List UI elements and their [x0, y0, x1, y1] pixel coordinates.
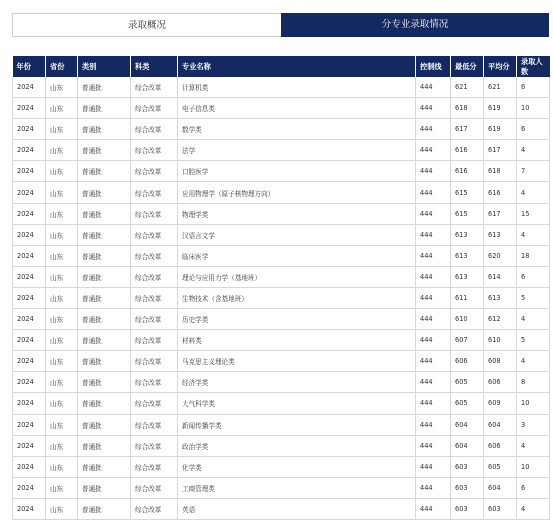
- cell-major-name: 口腔医学: [178, 161, 416, 182]
- cell-category: 普通批: [78, 393, 131, 414]
- cell-province: 山东: [46, 498, 78, 519]
- cell-subject: 综合改革: [131, 498, 178, 519]
- cell-year: 2024: [13, 414, 46, 435]
- cell-avg-score: 606: [484, 435, 517, 456]
- cell-avg-score: 608: [484, 351, 517, 372]
- table-row: [13, 98, 550, 119]
- cell-subject: 综合改革: [131, 224, 178, 245]
- cell-category: 普通批: [78, 498, 131, 519]
- cell-min-score: 604: [451, 435, 484, 456]
- cell-admitted-count: 6: [517, 266, 550, 287]
- table-row: [13, 351, 550, 372]
- table-row: [13, 77, 550, 98]
- cell-admitted-count: 15: [517, 203, 550, 224]
- cell-admitted-count: 3: [517, 414, 550, 435]
- cell-control-line: 444: [416, 266, 451, 287]
- cell-admitted-count: 6: [517, 119, 550, 140]
- cell-min-score: 615: [451, 182, 484, 203]
- cell-control-line: 444: [416, 330, 451, 351]
- cell-admitted-count: 7: [517, 161, 550, 182]
- cell-major-name: 新闻传播学类: [178, 414, 416, 435]
- cell-major-name: 电子信息类: [178, 98, 416, 119]
- table-row: [13, 414, 550, 435]
- cell-major-name: 英语: [178, 498, 416, 519]
- cell-min-score: 617: [451, 119, 484, 140]
- cell-major-name: 法学: [178, 140, 416, 161]
- cell-province: 山东: [46, 330, 78, 351]
- cell-year: 2024: [13, 435, 46, 456]
- cell-category: 普通批: [78, 245, 131, 266]
- cell-year: 2024: [13, 393, 46, 414]
- cell-province: 山东: [46, 98, 78, 119]
- cell-year: 2024: [13, 203, 46, 224]
- cell-province: 山东: [46, 287, 78, 308]
- cell-year: 2024: [13, 330, 46, 351]
- cell-province: 山东: [46, 351, 78, 372]
- cell-major-name: 工商管理类: [178, 477, 416, 498]
- cell-major-name: 材料类: [178, 330, 416, 351]
- cell-control-line: 444: [416, 372, 451, 393]
- cell-province: 山东: [46, 414, 78, 435]
- cell-control-line: 444: [416, 119, 451, 140]
- cell-admitted-count: 10: [517, 98, 550, 119]
- table-row: [13, 245, 550, 266]
- cell-avg-score: 619: [484, 119, 517, 140]
- cell-category: 普通批: [78, 140, 131, 161]
- cell-control-line: 444: [416, 498, 451, 519]
- cell-subject: 综合改革: [131, 351, 178, 372]
- cell-subject: 综合改革: [131, 182, 178, 203]
- cell-year: 2024: [13, 182, 46, 203]
- cell-admitted-count: 4: [517, 351, 550, 372]
- cell-province: 山东: [46, 477, 78, 498]
- cell-year: 2024: [13, 224, 46, 245]
- cell-min-score: 621: [451, 77, 484, 98]
- cell-control-line: 444: [416, 414, 451, 435]
- cell-avg-score: 614: [484, 266, 517, 287]
- cell-year: 2024: [13, 119, 46, 140]
- cell-major-name: 马克思主义理论类: [178, 351, 416, 372]
- table-row: [13, 477, 550, 498]
- cell-min-score: 606: [451, 351, 484, 372]
- cell-category: 普通批: [78, 287, 131, 308]
- cell-province: 山东: [46, 203, 78, 224]
- tab-admission-by-major[interactable]: 分专业录取情况: [281, 13, 549, 37]
- cell-province: 山东: [46, 266, 78, 287]
- header-subject: 科类: [131, 56, 178, 77]
- cell-min-score: 615: [451, 203, 484, 224]
- header-province: 省份: [46, 56, 78, 77]
- cell-province: 山东: [46, 161, 78, 182]
- cell-province: 山东: [46, 309, 78, 330]
- cell-avg-score: 606: [484, 372, 517, 393]
- table-row: [13, 224, 550, 245]
- cell-min-score: 613: [451, 245, 484, 266]
- cell-avg-score: 610: [484, 330, 517, 351]
- cell-admitted-count: 6: [517, 477, 550, 498]
- cell-avg-score: 621: [484, 77, 517, 98]
- cell-avg-score: 605: [484, 456, 517, 477]
- cell-admitted-count: 10: [517, 456, 550, 477]
- table-row: [13, 287, 550, 308]
- cell-subject: 综合改革: [131, 456, 178, 477]
- cell-category: 普通批: [78, 330, 131, 351]
- cell-category: 普通批: [78, 435, 131, 456]
- cell-year: 2024: [13, 161, 46, 182]
- table-row: [13, 119, 550, 140]
- table-row: [13, 372, 550, 393]
- cell-subject: 综合改革: [131, 266, 178, 287]
- cell-min-score: 603: [451, 477, 484, 498]
- cell-province: 山东: [46, 435, 78, 456]
- cell-avg-score: 618: [484, 161, 517, 182]
- cell-subject: 综合改革: [131, 119, 178, 140]
- cell-major-name: 数学类: [178, 119, 416, 140]
- cell-subject: 综合改革: [131, 77, 178, 98]
- cell-province: 山东: [46, 245, 78, 266]
- admission-table-container: [12, 56, 549, 520]
- cell-control-line: 444: [416, 456, 451, 477]
- cell-category: 普通批: [78, 224, 131, 245]
- cell-province: 山东: [46, 119, 78, 140]
- cell-avg-score: 616: [484, 182, 517, 203]
- cell-province: 山东: [46, 224, 78, 245]
- cell-control-line: 444: [416, 245, 451, 266]
- cell-control-line: 444: [416, 435, 451, 456]
- cell-min-score: 616: [451, 161, 484, 182]
- cell-avg-score: 604: [484, 477, 517, 498]
- cell-avg-score: 612: [484, 309, 517, 330]
- table-body: [13, 77, 550, 519]
- cell-province: 山东: [46, 372, 78, 393]
- cell-major-name: 生物技术（含基地班）: [178, 287, 416, 308]
- cell-avg-score: 613: [484, 224, 517, 245]
- cell-admitted-count: 4: [517, 182, 550, 203]
- cell-category: 普通批: [78, 351, 131, 372]
- cell-province: 山东: [46, 140, 78, 161]
- cell-year: 2024: [13, 266, 46, 287]
- cell-control-line: 444: [416, 182, 451, 203]
- cell-year: 2024: [13, 287, 46, 308]
- cell-control-line: 444: [416, 140, 451, 161]
- cell-min-score: 605: [451, 372, 484, 393]
- cell-category: 普通批: [78, 477, 131, 498]
- cell-avg-score: 613: [484, 287, 517, 308]
- cell-subject: 综合改革: [131, 245, 178, 266]
- cell-admitted-count: 4: [517, 435, 550, 456]
- cell-subject: 综合改革: [131, 393, 178, 414]
- cell-category: 普通批: [78, 309, 131, 330]
- cell-major-name: 临床医学: [178, 245, 416, 266]
- cell-province: 山东: [46, 456, 78, 477]
- cell-min-score: 613: [451, 224, 484, 245]
- cell-subject: 综合改革: [131, 435, 178, 456]
- cell-control-line: 444: [416, 224, 451, 245]
- tab-admission-overview[interactable]: 录取概况: [12, 13, 281, 37]
- cell-category: 普通批: [78, 372, 131, 393]
- cell-year: 2024: [13, 498, 46, 519]
- cell-min-score: 616: [451, 140, 484, 161]
- cell-major-name: 经济学类: [178, 372, 416, 393]
- cell-control-line: 444: [416, 351, 451, 372]
- table-row: [13, 330, 550, 351]
- cell-subject: 综合改革: [131, 140, 178, 161]
- cell-admitted-count: 5: [517, 287, 550, 308]
- cell-avg-score: 617: [484, 203, 517, 224]
- cell-subject: 综合改革: [131, 309, 178, 330]
- table-row: [13, 203, 550, 224]
- cell-category: 普通批: [78, 182, 131, 203]
- cell-year: 2024: [13, 77, 46, 98]
- cell-major-name: 化学类: [178, 456, 416, 477]
- cell-subject: 综合改革: [131, 203, 178, 224]
- cell-admitted-count: 4: [517, 224, 550, 245]
- cell-category: 普通批: [78, 119, 131, 140]
- cell-min-score: 610: [451, 309, 484, 330]
- header-min-score: 最低分: [451, 56, 484, 77]
- cell-province: 山东: [46, 182, 78, 203]
- cell-min-score: 604: [451, 414, 484, 435]
- cell-control-line: 444: [416, 287, 451, 308]
- cell-major-name: 大气科学类: [178, 393, 416, 414]
- cell-avg-score: 609: [484, 393, 517, 414]
- cell-min-score: 603: [451, 456, 484, 477]
- cell-subject: 综合改革: [131, 414, 178, 435]
- cell-major-name: 汉语言文学: [178, 224, 416, 245]
- cell-control-line: 444: [416, 477, 451, 498]
- cell-major-name: 理论与应用力学（基地班）: [178, 266, 416, 287]
- table-row: [13, 309, 550, 330]
- cell-major-name: 计算机类: [178, 77, 416, 98]
- table-row: [13, 182, 550, 203]
- cell-admitted-count: 10: [517, 393, 550, 414]
- header-admitted-count: 录取人数: [517, 56, 550, 77]
- cell-admitted-count: 4: [517, 498, 550, 519]
- cell-subject: 综合改革: [131, 477, 178, 498]
- cell-avg-score: 617: [484, 140, 517, 161]
- cell-year: 2024: [13, 372, 46, 393]
- cell-year: 2024: [13, 477, 46, 498]
- cell-subject: 综合改革: [131, 161, 178, 182]
- cell-min-score: 613: [451, 266, 484, 287]
- cell-year: 2024: [13, 245, 46, 266]
- cell-admitted-count: 4: [517, 140, 550, 161]
- cell-year: 2024: [13, 140, 46, 161]
- table-row: [13, 498, 550, 519]
- header-category: 类别: [78, 56, 131, 77]
- cell-province: 山东: [46, 393, 78, 414]
- cell-subject: 综合改革: [131, 287, 178, 308]
- cell-control-line: 444: [416, 203, 451, 224]
- cell-control-line: 444: [416, 98, 451, 119]
- cell-category: 普通批: [78, 77, 131, 98]
- cell-subject: 综合改革: [131, 330, 178, 351]
- cell-category: 普通批: [78, 98, 131, 119]
- table-row: [13, 393, 550, 414]
- cell-control-line: 444: [416, 393, 451, 414]
- cell-year: 2024: [13, 98, 46, 119]
- cell-category: 普通批: [78, 203, 131, 224]
- cell-major-name: 物理学类: [178, 203, 416, 224]
- admission-table: [12, 56, 550, 520]
- table-row: [13, 435, 550, 456]
- cell-control-line: 444: [416, 309, 451, 330]
- cell-min-score: 605: [451, 393, 484, 414]
- cell-year: 2024: [13, 456, 46, 477]
- cell-control-line: 444: [416, 77, 451, 98]
- header-control-line: 控制线: [416, 56, 451, 77]
- cell-province: 山东: [46, 77, 78, 98]
- table-header-row: [13, 56, 550, 77]
- header-avg-score: 平均分: [484, 56, 517, 77]
- cell-category: 普通批: [78, 161, 131, 182]
- cell-subject: 综合改革: [131, 98, 178, 119]
- cell-year: 2024: [13, 351, 46, 372]
- cell-major-name: 历史学类: [178, 309, 416, 330]
- cell-category: 普通批: [78, 414, 131, 435]
- table-row: [13, 266, 550, 287]
- cell-avg-score: 603: [484, 498, 517, 519]
- cell-admitted-count: 5: [517, 330, 550, 351]
- cell-min-score: 603: [451, 498, 484, 519]
- cell-admitted-count: 6: [517, 77, 550, 98]
- cell-avg-score: 619: [484, 98, 517, 119]
- cell-min-score: 618: [451, 98, 484, 119]
- cell-admitted-count: 4: [517, 309, 550, 330]
- table-row: [13, 161, 550, 182]
- cell-subject: 综合改革: [131, 372, 178, 393]
- cell-category: 普通批: [78, 266, 131, 287]
- cell-avg-score: 604: [484, 414, 517, 435]
- cell-year: 2024: [13, 309, 46, 330]
- cell-admitted-count: 8: [517, 372, 550, 393]
- cell-control-line: 444: [416, 161, 451, 182]
- table-row: [13, 140, 550, 161]
- cell-category: 普通批: [78, 456, 131, 477]
- table-row: [13, 456, 550, 477]
- cell-admitted-count: 18: [517, 245, 550, 266]
- cell-min-score: 611: [451, 287, 484, 308]
- cell-avg-score: 620: [484, 245, 517, 266]
- cell-major-name: 政治学类: [178, 435, 416, 456]
- cell-min-score: 607: [451, 330, 484, 351]
- header-major-name: 专业名称: [178, 56, 416, 77]
- cell-major-name: 应用物理学（原子核物理方向）: [178, 182, 416, 203]
- header-year: 年份: [13, 56, 46, 77]
- tab-bar: [12, 13, 549, 37]
